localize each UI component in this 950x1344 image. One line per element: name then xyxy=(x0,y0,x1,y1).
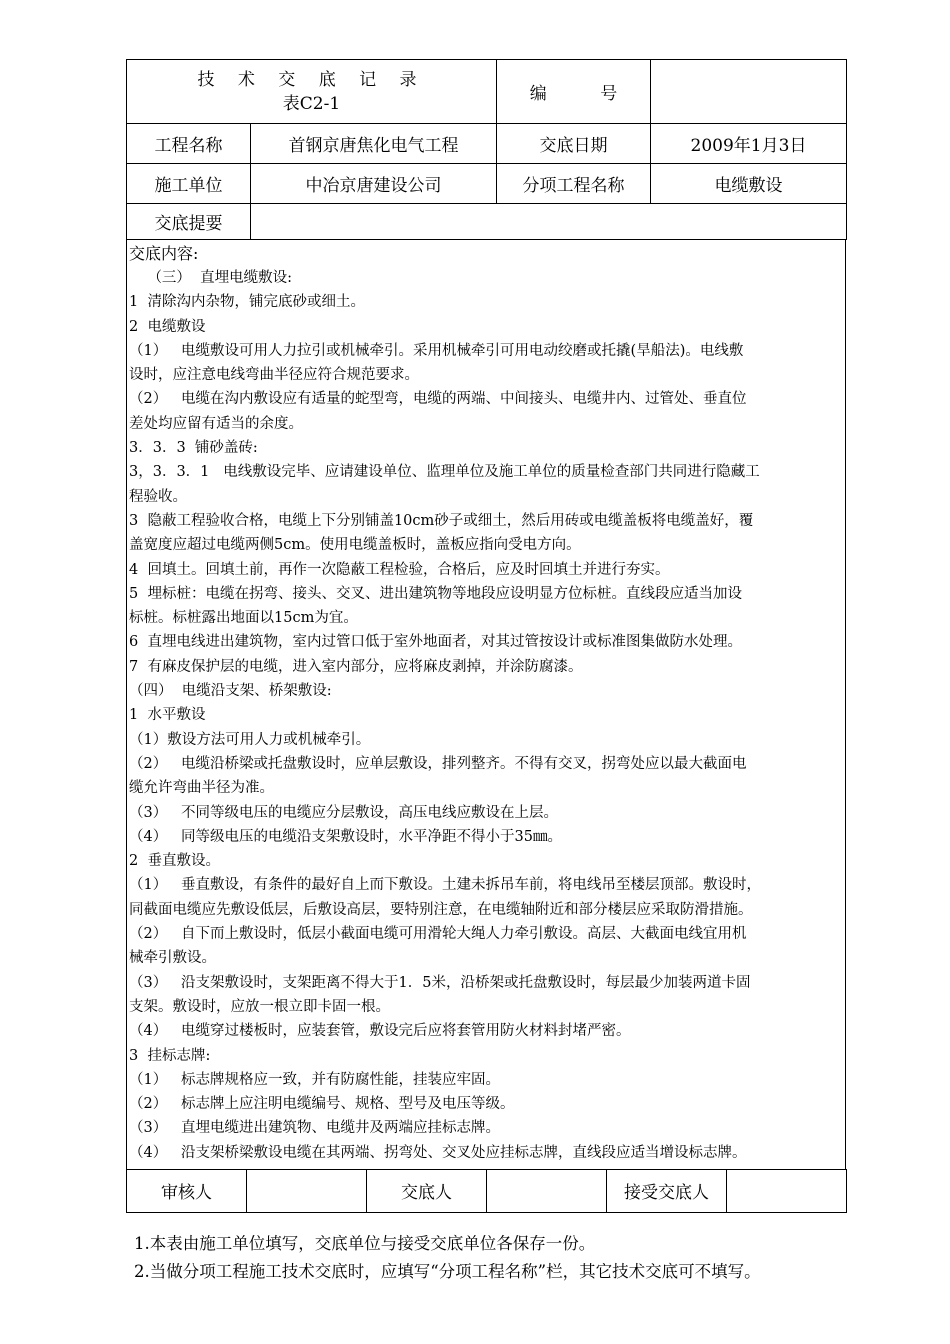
content-line: 3，3．3．1 电线敷设完毕、应请建设单位、监理单位及施工单位的质量检查部门共同进行隐藏工 xyxy=(129,464,760,481)
note-line: 2.当做分项工程施工技术交底时，应填写“分项工程名称”栏，其它技术交底可不填写。 xyxy=(134,1262,761,1281)
content-line: 3 隐蔽工程验收合格，电缆上下分别铺盖10cm砂子或细土，然后用砖或电缆盖板将电缆盖好，覆 xyxy=(129,512,754,529)
content-line: （3） 沿支架敷设时，支架距离不得大于1．5米，沿桥架或托盘敷设时，每层最少加装两道卡固 xyxy=(129,974,751,991)
content-line: 2 垂直敷设。 xyxy=(129,853,220,870)
content-line: 5 埋标桩：电缆在拐弯、接头、交叉、进出建筑物等地段应设明显方位标桩。直线段应适当加设 xyxy=(129,585,742,602)
content-line: （3） 直埋电缆进出建筑物、电缆井及两端应挂标志牌。 xyxy=(129,1120,501,1137)
form-notes xyxy=(134,1230,874,1286)
content-line: （4） 电缆穿过楼板时，应装套管，敷设完后应将套管用防火材料封堵严密。 xyxy=(129,1023,631,1040)
number-value[interactable] xyxy=(651,60,847,124)
content-line: （三） 直埋电缆敷设: xyxy=(129,270,293,286)
content-line: 1 水平敷设 xyxy=(129,707,206,724)
sub-project-value: 电缆敷设 xyxy=(651,164,847,204)
content-line: 1 清除沟内杂物，铺完底砂或细土。 xyxy=(129,294,365,311)
content-line: （四） 电缆沿支架、桥架敷设: xyxy=(129,683,332,700)
number-label: 编 号 xyxy=(497,60,651,124)
content-line: 械牵引敷设。 xyxy=(129,950,216,967)
content-title: 交底内容: xyxy=(129,244,199,263)
content-line: （2） 标志牌上应注明电缆编号、规格、型号及电压等级。 xyxy=(129,1096,515,1113)
content-line: （4） 沿支架桥梁敷设电缆在其两端、拐弯处、交叉处应挂标志牌，直线段应适当增设标志牌。 xyxy=(129,1144,747,1161)
content-line: 程验收。 xyxy=(129,488,187,505)
content-lines xyxy=(129,266,843,1165)
reviewer-value[interactable] xyxy=(247,1169,367,1212)
content-line: （1） 垂直敷设，有条件的最好自上而下敷设。土建未拆吊车前，将电线吊至楼层顶部。敷设时， xyxy=(129,877,762,894)
form-title-cell xyxy=(127,60,497,124)
content-line: 标桩。标桩露出地面以15cm为宜。 xyxy=(129,610,358,627)
content-line: 4 回填土。回填土前，再作一次隐蔽工程检验，合格后，应及时回填土并进行夯实。 xyxy=(129,561,670,578)
form-title: 技 术 交 底 记 录 xyxy=(197,69,426,90)
presenter-label: 交底人 xyxy=(367,1169,487,1212)
content-line: 6 直埋电线进出建筑物，室内过管口低于室外地面者，对其过管按设计或标准图集做防水处理。 xyxy=(129,634,742,651)
form-header-table xyxy=(126,59,847,240)
content-line: （2） 自下而上敷设时，低层小截面电缆可用滑轮大绳人力牵引敷设。高层、大截面电线宜用机 xyxy=(129,926,747,943)
receiver-label: 接受交底人 xyxy=(607,1169,727,1212)
content-line: （4） 同等级电压的电缆沿支架敷设时，水平净距不得小于35㎜。 xyxy=(129,828,563,845)
content-line: 差处均应留有适当的余度。 xyxy=(129,415,303,432)
content-line: （3） 不同等级电压的电缆应分层敷设，高压电线应敷设在上层。 xyxy=(129,804,559,821)
summary-label: 交底提要 xyxy=(127,204,251,240)
content-line: 7 有麻皮保护层的电缆，进入室内部分，应将麻皮剥掉，并涂防腐漆。 xyxy=(129,658,583,675)
technical-briefing-form xyxy=(126,59,846,1213)
content-line: （1） 电缆敷设可用人力拉引或机械牵引。采用机械牵引可用电动绞磨或托撬(旱船法)。电线敷 xyxy=(129,342,744,359)
content-line: （1） 标志牌规格应一致，并有防腐性能，挂装应牢固。 xyxy=(129,1071,501,1088)
summary-value[interactable] xyxy=(251,204,847,240)
unit-value: 中冶京唐建设公司 xyxy=(251,164,497,204)
reviewer-label: 审核人 xyxy=(127,1169,247,1212)
content-line: 3 挂标志牌: xyxy=(129,1047,211,1064)
project-name-label: 工程名称 xyxy=(127,124,251,164)
unit-label: 施工单位 xyxy=(127,164,251,204)
content-line: 支架。敷设时，应放一根立即卡固一根。 xyxy=(129,998,390,1015)
note-line: 1.本表由施工单位填写，交底单位与接受交底单位各保存一份。 xyxy=(134,1234,596,1253)
receiver-value[interactable] xyxy=(727,1169,847,1212)
content-line: 3．3．3 铺砂盖砖: xyxy=(129,440,258,457)
content-line: 2 电缆敷设 xyxy=(129,318,206,335)
project-name-value: 首钢京唐焦化电气工程 xyxy=(251,124,497,164)
content-line: （2） 电缆在沟内敷设应有适量的蛇型弯，电缆的两端、中间接头、电缆井内、过管处、垂直位 xyxy=(129,391,747,408)
sub-project-label: 分项工程名称 xyxy=(497,164,651,204)
form-number: 表C2-1 xyxy=(282,93,341,114)
content-line: 同截面电缆应先敷设低层，后敷设高层，要特别注意，在电缆轴附近和部分楼层应采取防滑措施。 xyxy=(129,901,753,918)
content-line: 缆允许弯曲半径为准。 xyxy=(129,780,274,797)
content-line: （2） 电缆沿桥梁或托盘敷设时，应单层敷设，排列整齐。不得有交叉，拐弯处应以最大截面电 xyxy=(129,755,747,772)
presenter-value[interactable] xyxy=(487,1169,607,1212)
signature-table xyxy=(126,1169,847,1213)
content-line: 设时，应注意电线弯曲半径应符合规范要求。 xyxy=(129,367,419,384)
date-label: 交底日期 xyxy=(497,124,651,164)
briefing-content xyxy=(126,240,846,1169)
content-line: （1）敷设方法可用人力或机械牵引。 xyxy=(129,731,371,748)
content-line: 盖宽度应超过电缆两侧5cm。使用电缆盖板时，盖板应指向受电方向。 xyxy=(129,537,581,554)
date-value: 2009年1月3日 xyxy=(651,124,847,164)
